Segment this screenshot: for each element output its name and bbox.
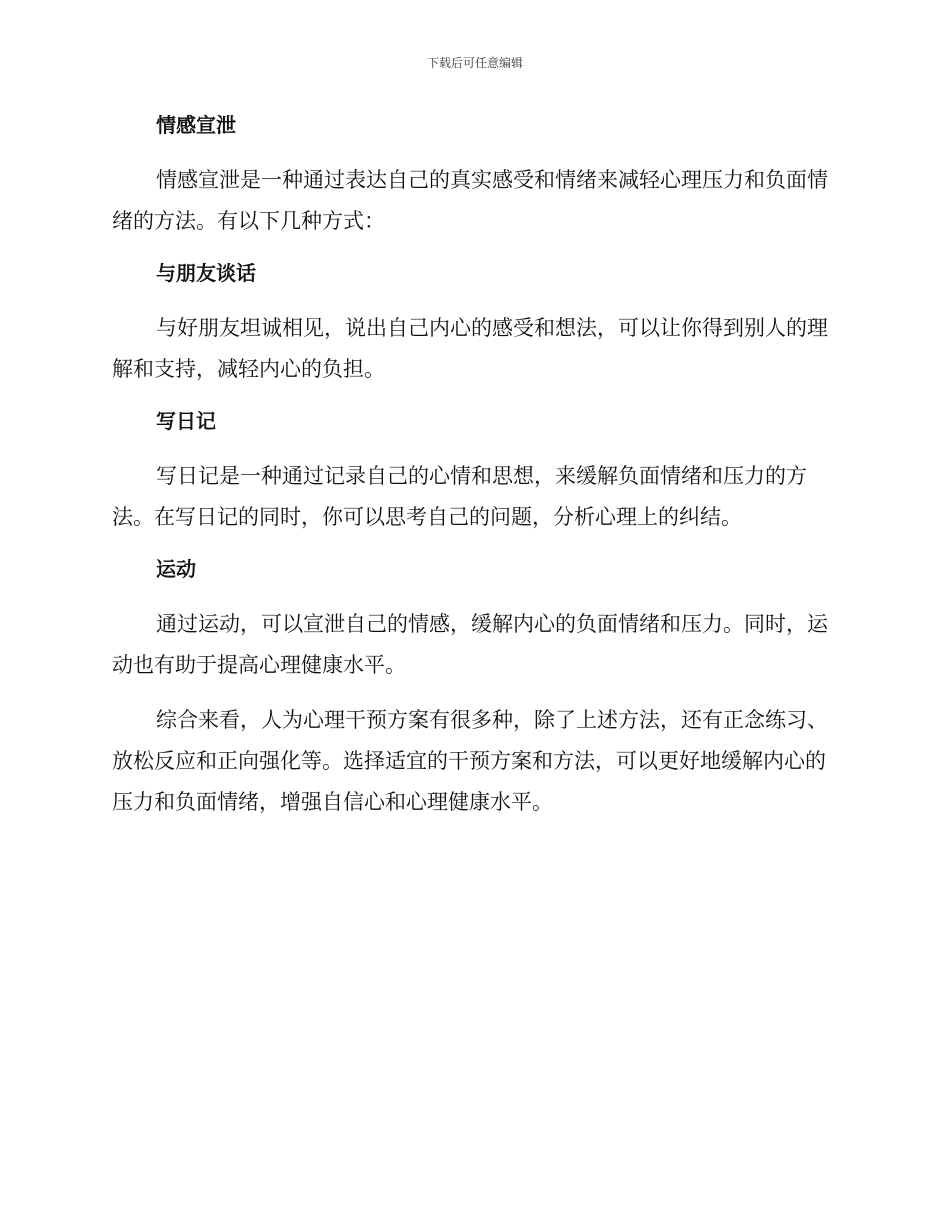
- section-write-diary: [112, 404, 832, 538]
- section-exercise: [112, 552, 832, 686]
- section-heading: 与朋友谈话: [156, 261, 256, 285]
- section-paragraph: 通过运动，可以宣泄自己的情感，缓解内心的负面情绪和压力。同时，运动也有助于提高心理健康水平。: [112, 612, 828, 677]
- section-heading: 写日记: [156, 409, 216, 433]
- section-emotional-release: [112, 108, 832, 242]
- section-paragraph: 情感宣泄是一种通过表达自己的真实感受和情绪来减轻心理压力和负面情绪的方法。有以下几种方式：: [112, 168, 828, 233]
- conclusion-paragraph: 综合来看，人为心理干预方案有很多种，除了上述方法，还有正念练习、放松反应和正向强化等。选择适宜的干预方案和方法，可以更好地缓解内心的压力和负面情绪，增强自信心和心理健康水平。: [112, 708, 828, 814]
- section-heading: 运动: [156, 557, 196, 581]
- page-header-note: 下载后可任意编辑: [426, 56, 523, 70]
- section-heading: 情感宣泄: [156, 113, 236, 137]
- section-paragraph: 写日记是一种通过记录自己的心情和思想，来缓解负面情绪和压力的方法。在写日记的同时，你可以思考自己的问题，分析心理上的纠结。: [112, 464, 807, 529]
- document-body: [112, 108, 832, 837]
- section-talk-with-friends: [112, 256, 832, 390]
- section-paragraph: 与好朋友坦诚相见，说出自己内心的感受和想法，可以让你得到别人的理解和支持，减轻内心的负担。: [112, 316, 828, 381]
